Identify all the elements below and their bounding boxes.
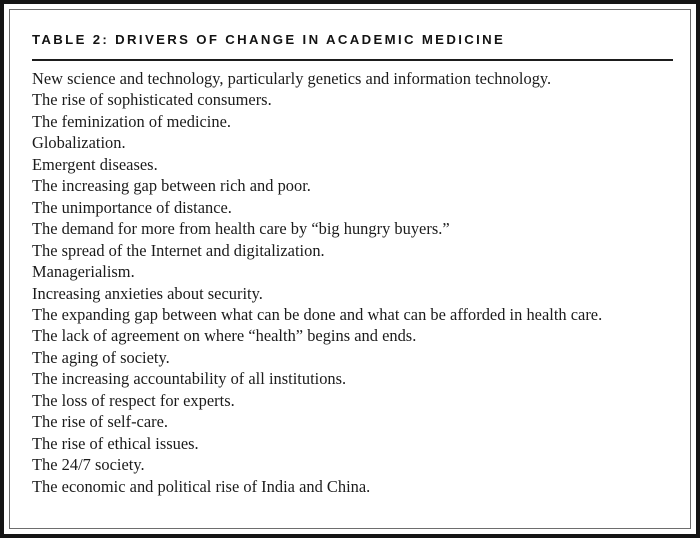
driver-row: The lack of agreement on where “health” begins and ends. <box>32 326 417 346</box>
driver-row: New science and technology, particularly genetics and information technology. <box>32 69 552 88</box>
driver-row: Increasing anxieties about security. <box>32 283 263 303</box>
table-content <box>23 18 677 520</box>
driver-row: The aging of society. <box>32 347 170 367</box>
table-caption: TABLE 2: DRIVERS OF CHANGE IN ACADEMIC MEDICINE <box>32 32 506 47</box>
driver-row: The increasing gap between rich and poor. <box>32 176 311 196</box>
driver-row: The spread of the Internet and digitalization. <box>32 240 325 260</box>
driver-row: The expanding gap between what can be done and what can be afforded in health care. <box>32 304 603 324</box>
driver-row: The increasing accountability of all institutions. <box>32 369 347 389</box>
driver-row: The unimportance of distance. <box>32 197 232 217</box>
driver-row: Managerialism. <box>32 262 135 282</box>
driver-row: The rise of ethical issues. <box>32 433 199 453</box>
driver-row: The economic and political rise of India and China. <box>32 476 371 496</box>
driver-row: Emergent diseases. <box>32 154 158 174</box>
driver-row: The 24/7 society. <box>32 455 145 475</box>
driver-row: The rise of self-care. <box>32 412 169 432</box>
drivers-list <box>32 68 677 497</box>
driver-row: The loss of respect for experts. <box>32 390 235 410</box>
driver-row: The demand for more from health care by “big hungry buyers.” <box>32 219 450 239</box>
driver-row: The feminization of medicine. <box>32 111 232 131</box>
driver-row: Globalization. <box>32 133 126 153</box>
caption-divider <box>32 59 673 61</box>
table-inner-border <box>9 9 691 529</box>
driver-row: The rise of sophisticated consumers. <box>32 90 272 110</box>
